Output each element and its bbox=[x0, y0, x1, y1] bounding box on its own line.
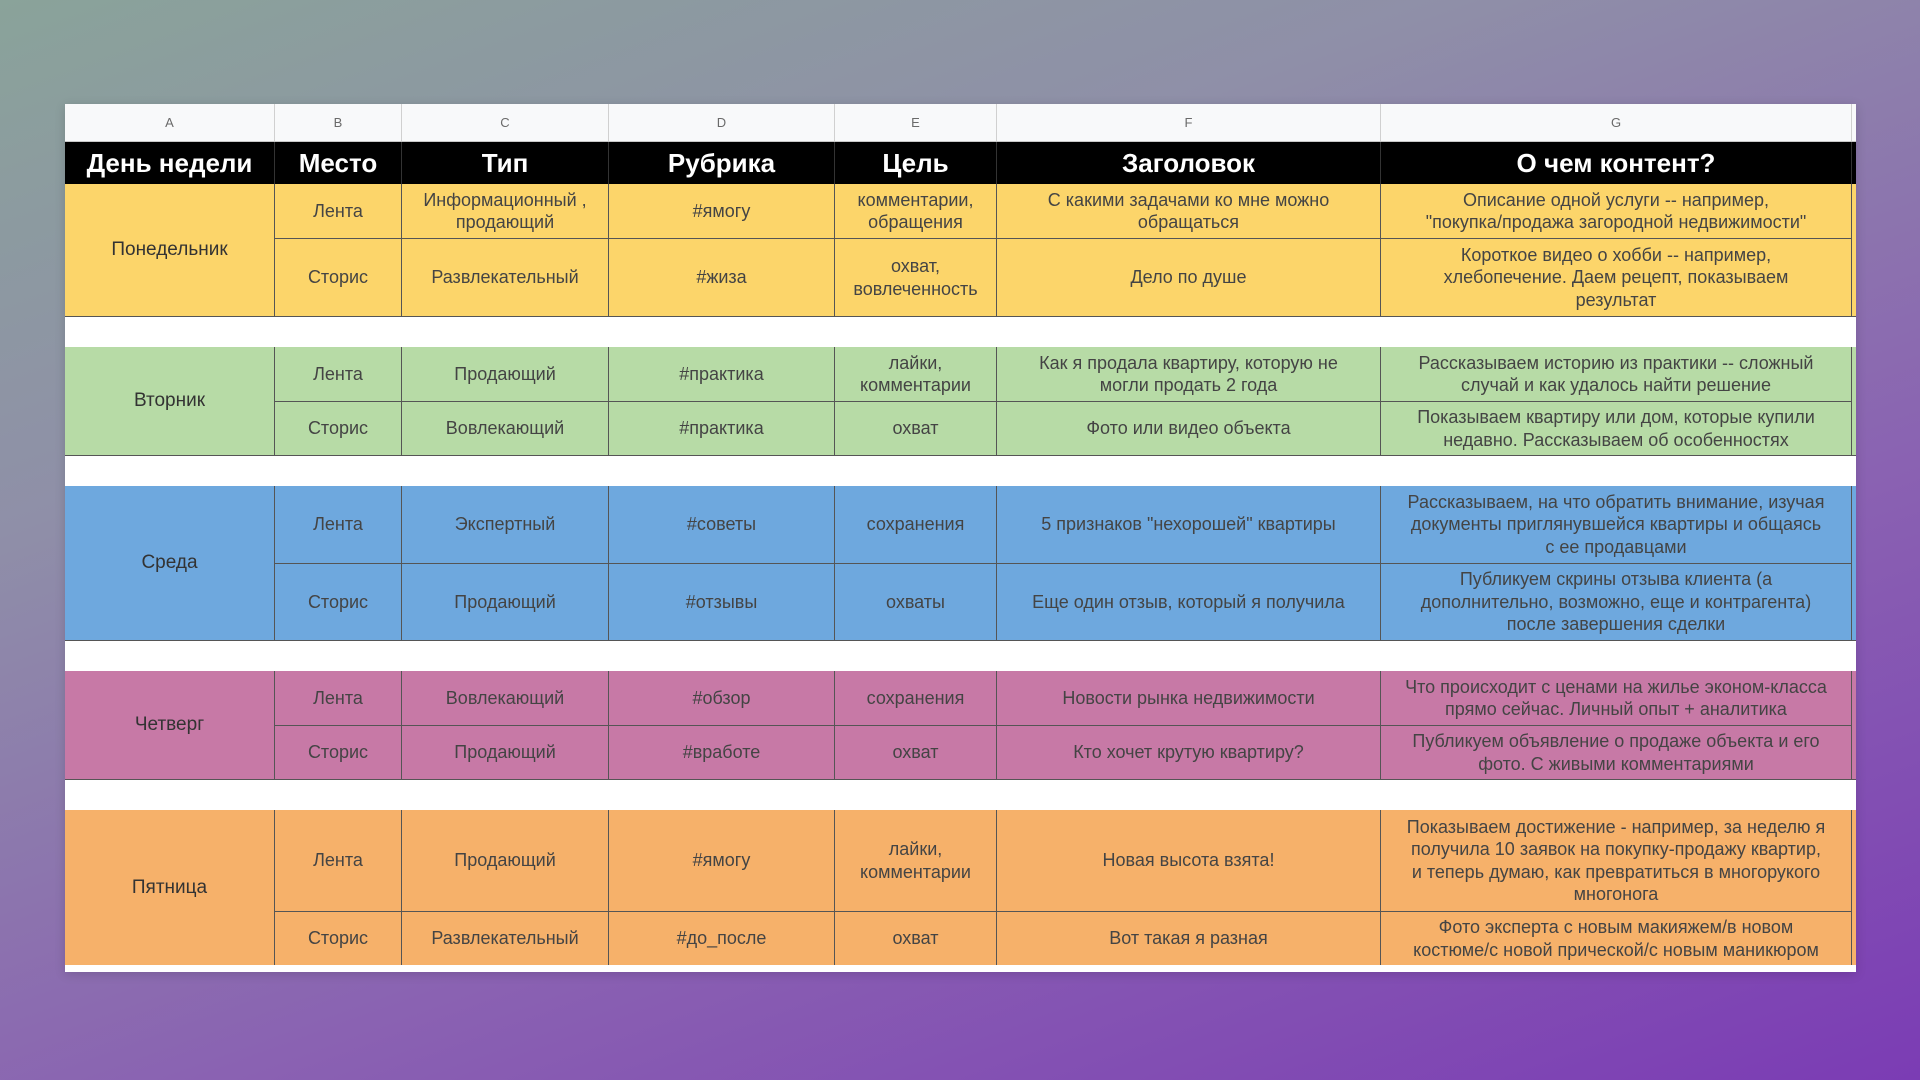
column-header-e[interactable]: E bbox=[835, 104, 997, 141]
cell-type[interactable]: Развлекательный bbox=[402, 239, 609, 316]
cell-place[interactable]: Сторис bbox=[275, 564, 402, 640]
cell-place[interactable]: Лента bbox=[275, 810, 402, 911]
cell-title[interactable]: 5 признаков "нехорошей" квартиры bbox=[997, 486, 1381, 563]
cell-rubric[interactable]: #советы bbox=[609, 486, 835, 563]
cell-title[interactable]: Фото или видео объекта bbox=[997, 402, 1381, 455]
column-header-f[interactable]: F bbox=[997, 104, 1381, 141]
cell-content[interactable]: Фото эксперта с новым макияжем/в новом костюме/с новой прической/с новым маникюром bbox=[1381, 912, 1852, 965]
column-letter-bar bbox=[65, 104, 1856, 142]
table-row bbox=[275, 810, 1852, 911]
cell-place[interactable]: Лента bbox=[275, 671, 402, 725]
cell-type[interactable]: Продающий bbox=[402, 347, 609, 401]
spacer-row bbox=[65, 456, 1856, 486]
cell-place[interactable]: Сторис bbox=[275, 402, 402, 455]
cell-rubric[interactable]: #обзор bbox=[609, 671, 835, 725]
spacer-row bbox=[65, 317, 1856, 347]
header-place[interactable]: Место bbox=[275, 142, 402, 184]
cell-place[interactable]: Сторис bbox=[275, 726, 402, 779]
day-block-tuesday bbox=[65, 347, 1856, 456]
table-header-row bbox=[65, 142, 1856, 184]
cell-content[interactable]: Короткое видео о хобби -- например, хлебопечение. Даем рецепт, показываем результат bbox=[1381, 239, 1852, 316]
cell-type[interactable]: Вовлекающий bbox=[402, 402, 609, 455]
table-row bbox=[275, 238, 1852, 316]
cell-title[interactable]: С какими задачами ко мне можно обращаться bbox=[997, 184, 1381, 238]
day-cell[interactable]: Пятница bbox=[65, 810, 275, 965]
cell-rubric[interactable]: #практика bbox=[609, 402, 835, 455]
column-header-b[interactable]: B bbox=[275, 104, 402, 141]
table-row bbox=[275, 347, 1852, 401]
day-cell[interactable]: Понедельник bbox=[65, 184, 275, 316]
cell-goal[interactable]: сохранения bbox=[835, 671, 997, 725]
table-row bbox=[275, 563, 1852, 640]
cell-content[interactable]: Показываем квартиру или дом, которые купили недавно. Рассказываем об особенностях bbox=[1381, 402, 1852, 455]
cell-content[interactable]: Рассказываем, на что обратить внимание, изучая документы приглянувшейся квартиры и общаясь с ее продавцами bbox=[1381, 486, 1852, 563]
column-header-c[interactable]: C bbox=[402, 104, 609, 141]
day-block-friday bbox=[65, 810, 1856, 965]
cell-type[interactable]: Развлекательный bbox=[402, 912, 609, 965]
header-goal[interactable]: Цель bbox=[835, 142, 997, 184]
cell-title[interactable]: Вот такая я разная bbox=[997, 912, 1381, 965]
cell-title[interactable]: Новости рынка недвижимости bbox=[997, 671, 1381, 725]
cell-rubric[interactable]: #практика bbox=[609, 347, 835, 401]
header-type[interactable]: Тип bbox=[402, 142, 609, 184]
cell-goal[interactable]: охваты bbox=[835, 564, 997, 640]
cell-place[interactable]: Лента bbox=[275, 486, 402, 563]
spreadsheet bbox=[65, 104, 1856, 972]
cell-place[interactable]: Сторис bbox=[275, 239, 402, 316]
spacer-row bbox=[65, 780, 1856, 810]
column-header-g[interactable]: G bbox=[1381, 104, 1852, 141]
cell-type[interactable]: Вовлекающий bbox=[402, 671, 609, 725]
cell-place[interactable]: Лента bbox=[275, 184, 402, 238]
day-cell[interactable]: Вторник bbox=[65, 347, 275, 455]
day-block-wednesday bbox=[65, 486, 1856, 641]
header-day[interactable]: День недели bbox=[65, 142, 275, 184]
cell-content[interactable]: Публикуем скрины отзыва клиента (а дополнительно, возможно, еще и контрагента) после завершения сделки bbox=[1381, 564, 1852, 640]
cell-title[interactable]: Кто хочет крутую квартиру? bbox=[997, 726, 1381, 779]
cell-place[interactable]: Лента bbox=[275, 347, 402, 401]
spacer-row bbox=[65, 641, 1856, 671]
cell-type[interactable]: Продающий bbox=[402, 564, 609, 640]
cell-content[interactable]: Показываем достижение - например, за неделю я получила 10 заявок на покупку-продажу квартир, и теперь думаю, как превратиться в многорукого многонога bbox=[1381, 810, 1852, 911]
table-row bbox=[275, 401, 1852, 455]
cell-content[interactable]: Что происходит с ценами на жилье эконом-класса прямо сейчас. Личный опыт + аналитика bbox=[1381, 671, 1852, 725]
cell-place[interactable]: Сторис bbox=[275, 912, 402, 965]
cell-rubric[interactable]: #отзывы bbox=[609, 564, 835, 640]
cell-goal[interactable]: лайки, комментарии bbox=[835, 810, 997, 911]
cell-content[interactable]: Описание одной услуги -- например, "покупка/продажа загородной недвижимости" bbox=[1381, 184, 1852, 238]
cell-rubric[interactable]: #ямогу bbox=[609, 810, 835, 911]
table-row bbox=[275, 911, 1852, 965]
cell-goal[interactable]: лайки, комментарии bbox=[835, 347, 997, 401]
cell-rubric[interactable]: #ямогу bbox=[609, 184, 835, 238]
cell-type[interactable]: Продающий bbox=[402, 726, 609, 779]
cell-goal[interactable]: комментарии, обращения bbox=[835, 184, 997, 238]
cell-goal[interactable]: охват, вовлеченность bbox=[835, 239, 997, 316]
column-header-a[interactable]: A bbox=[65, 104, 275, 141]
cell-rubric[interactable]: #жиза bbox=[609, 239, 835, 316]
cell-title[interactable]: Дело по душе bbox=[997, 239, 1381, 316]
cell-rubric[interactable]: #вработе bbox=[609, 726, 835, 779]
table-row bbox=[275, 671, 1852, 725]
header-rubric[interactable]: Рубрика bbox=[609, 142, 835, 184]
day-cell[interactable]: Четверг bbox=[65, 671, 275, 779]
cell-title[interactable]: Как я продала квартиру, которую не могли продать 2 года bbox=[997, 347, 1381, 401]
cell-goal[interactable]: сохранения bbox=[835, 486, 997, 563]
cell-title[interactable]: Еще один отзыв, который я получила bbox=[997, 564, 1381, 640]
cell-type[interactable]: Экспертный bbox=[402, 486, 609, 563]
day-block-monday bbox=[65, 184, 1856, 317]
cell-goal[interactable]: охват bbox=[835, 912, 997, 965]
cell-content[interactable]: Публикуем объявление о продаже объекта и его фото. С живыми комментариями bbox=[1381, 726, 1852, 779]
cell-type[interactable]: Продающий bbox=[402, 810, 609, 911]
day-block-thursday bbox=[65, 671, 1856, 780]
table-row bbox=[275, 486, 1852, 563]
table-row bbox=[275, 184, 1852, 238]
cell-goal[interactable]: охват bbox=[835, 402, 997, 455]
day-cell[interactable]: Среда bbox=[65, 486, 275, 640]
cell-type[interactable]: Информационный , продающий bbox=[402, 184, 609, 238]
column-header-d[interactable]: D bbox=[609, 104, 835, 141]
cell-rubric[interactable]: #до_после bbox=[609, 912, 835, 965]
cell-content[interactable]: Рассказываем историю из практики -- сложный случай и как удалось найти решение bbox=[1381, 347, 1852, 401]
cell-title[interactable]: Новая высота взята! bbox=[997, 810, 1381, 911]
cell-goal[interactable]: охват bbox=[835, 726, 997, 779]
table-row bbox=[275, 725, 1852, 779]
header-title[interactable]: Заголовок bbox=[997, 142, 1381, 184]
header-content[interactable]: О чем контент? bbox=[1381, 142, 1852, 184]
